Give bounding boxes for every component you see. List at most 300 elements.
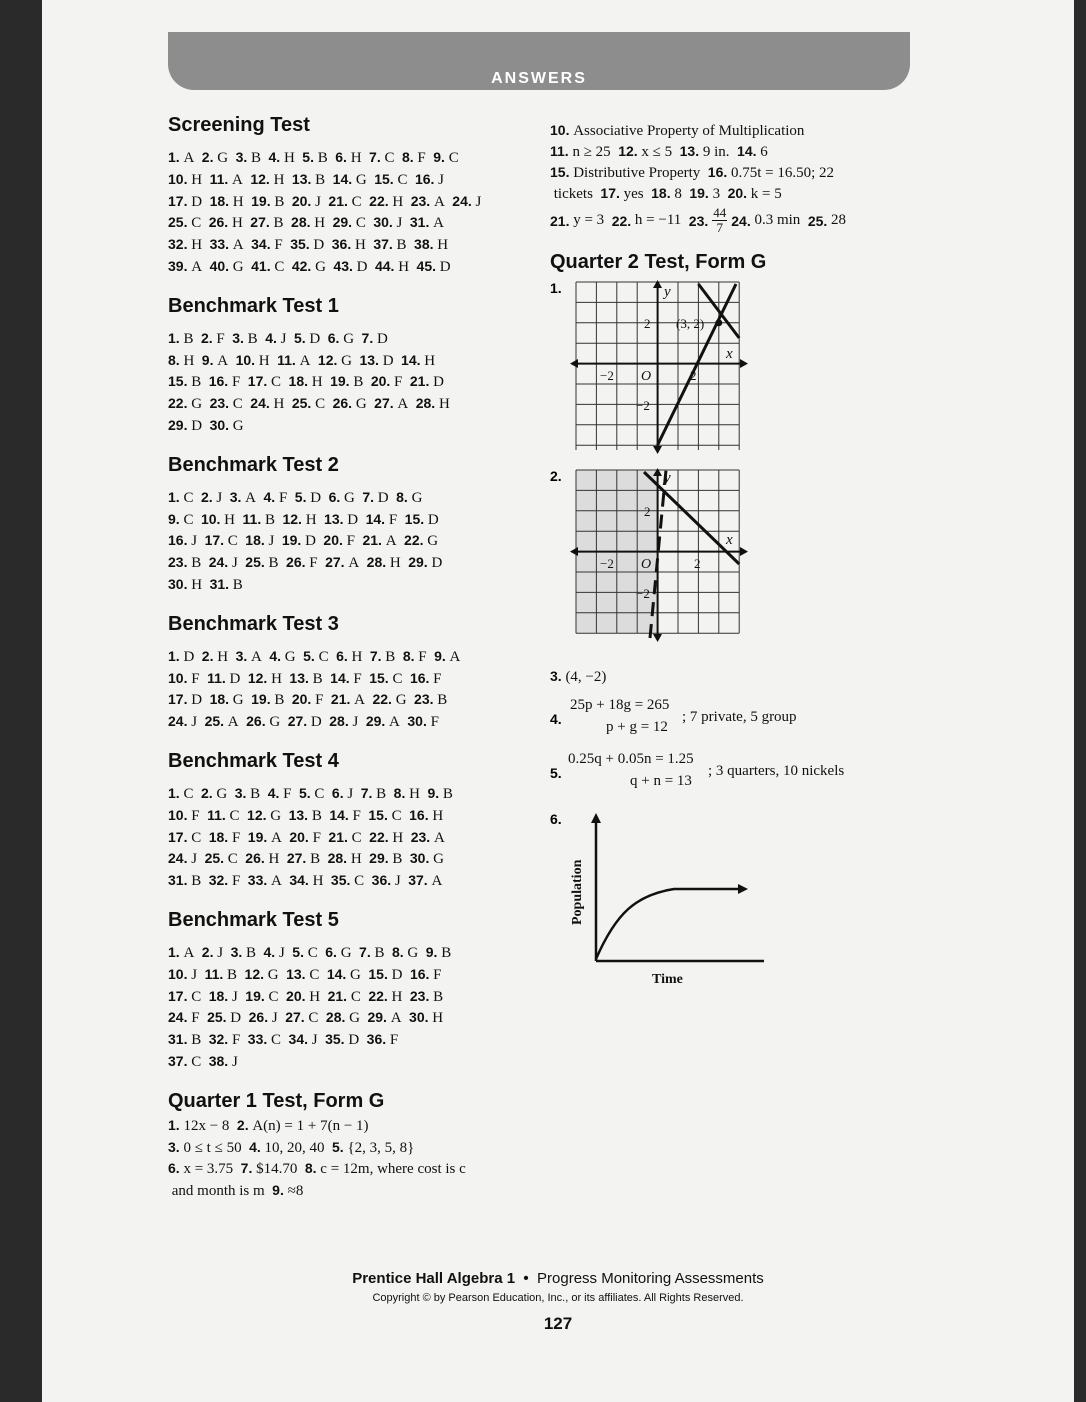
item-number: 41. <box>251 257 271 274</box>
item-number: 13. <box>289 669 309 686</box>
item-number: 43. <box>333 257 353 274</box>
answer-value: D <box>391 966 403 983</box>
answer-value: 10, 20, 40 <box>264 1139 325 1156</box>
answer-value: B <box>433 988 444 1005</box>
answer-value: B <box>250 785 261 802</box>
item-number: 22. <box>369 192 389 209</box>
item-number: 9. <box>434 647 446 664</box>
answer-value: F <box>231 1032 241 1049</box>
answer-value: H <box>424 352 436 369</box>
item-number: 14. <box>365 510 386 527</box>
answer-value: C <box>354 873 365 890</box>
answer-value: F <box>389 1032 399 1049</box>
item-number: 29. <box>332 214 353 231</box>
answer-value: F <box>216 330 225 347</box>
answer-text: (4, −2) <box>565 669 607 685</box>
item-number: 9. <box>201 351 214 368</box>
answer-line <box>168 509 538 531</box>
answer-value: D <box>313 237 325 254</box>
tick-label-x-2: −2 <box>600 368 614 383</box>
q2-item-1 <box>550 280 920 456</box>
answer-line <box>168 711 538 733</box>
item-number: 25. <box>204 713 225 730</box>
answer-value: B <box>273 215 284 232</box>
item-number: 36. <box>371 872 392 889</box>
y-axis-arrow <box>591 813 601 823</box>
item-number: 18. <box>208 987 229 1004</box>
equation-2: q + n = 13 <box>630 773 692 789</box>
answer-value: A <box>433 829 445 846</box>
answer-value: Associative Property of Multiplication <box>573 123 805 139</box>
item-number: 27. <box>285 1009 305 1026</box>
item-number: 18. <box>651 185 671 201</box>
growth-curve <box>596 889 742 959</box>
item-number: 18. <box>209 691 230 708</box>
item-number: 7. <box>359 943 371 960</box>
answer-value: G <box>395 692 407 709</box>
answer-value: C <box>397 171 408 188</box>
answer-value: and month is m <box>171 1183 265 1200</box>
answer-line <box>168 350 538 372</box>
answer-value: J <box>352 714 359 731</box>
answer-value: B <box>268 555 279 572</box>
answer-value: B <box>353 374 364 391</box>
item-number: 11. <box>207 806 226 823</box>
item-number: 45. <box>416 257 437 274</box>
item-number: 4. <box>263 943 276 960</box>
answer-value: D <box>191 692 203 709</box>
answer-value: G <box>350 966 361 983</box>
item-number: 27. <box>287 713 308 730</box>
answer-value: B <box>191 555 202 572</box>
item-number: 37. <box>408 872 428 889</box>
tick-label-x2: 2 <box>690 368 697 383</box>
answer-line <box>168 1029 538 1051</box>
item-number: 40. <box>209 257 230 274</box>
answer-page <box>42 0 1074 1402</box>
item-number: 2. <box>201 647 214 664</box>
answer-value: D <box>309 330 321 347</box>
answer-value: G <box>411 489 423 506</box>
solution-text: ; 7 private, 5 group <box>682 709 797 725</box>
answer-value: F <box>418 648 427 665</box>
answer-line <box>168 487 538 509</box>
item-number: 9. <box>425 943 438 960</box>
answer-value: J <box>191 714 198 731</box>
item-number: 12. <box>618 143 638 159</box>
answer-value: F <box>312 829 321 846</box>
section-title: Screening Test <box>168 114 310 136</box>
answer-value: D <box>382 352 394 369</box>
item-number: 1. <box>168 149 180 165</box>
answer-value: C <box>391 807 402 824</box>
quarter2-heading: Quarter 2 Test, Form G <box>550 251 767 273</box>
item-number: 15. <box>550 164 570 180</box>
answer-value: H <box>437 237 449 254</box>
item-number: 17. <box>168 691 188 708</box>
answer-value: A <box>449 648 461 665</box>
item-number: 6. <box>168 1160 180 1177</box>
answer-value: G <box>355 171 367 188</box>
answer-value: F <box>278 489 288 506</box>
answer-value: J <box>438 171 445 188</box>
x-axis-label: Time <box>652 972 683 987</box>
answer-value: D <box>183 648 195 665</box>
answer-value: J <box>217 944 224 961</box>
answer-value: A <box>183 944 195 961</box>
answer-value: H <box>392 829 404 846</box>
answer-text: 28 <box>831 212 847 228</box>
answer-value: J <box>191 851 198 868</box>
section-title: Benchmark Test 1 <box>168 294 339 317</box>
item-number: 34. <box>289 872 309 889</box>
item-number: 18. <box>208 828 229 845</box>
answer-value: J <box>271 1010 278 1027</box>
item-number: 29. <box>369 850 389 867</box>
item-number: 1. <box>168 1116 180 1133</box>
answer-value: C <box>271 374 282 391</box>
item-number: 2. <box>200 784 213 801</box>
item-number: 9. <box>272 1182 284 1199</box>
item-number: 21. <box>327 987 348 1004</box>
answer-value: G <box>269 714 281 731</box>
item-number: 7. <box>362 488 375 505</box>
tick-label-y2: 2 <box>644 316 651 331</box>
q2-item-3 <box>550 666 920 687</box>
item-number: 3. <box>550 668 562 684</box>
item-number: 17. <box>168 987 188 1004</box>
answer-value: tickets <box>553 186 593 202</box>
item-number: 24. <box>168 850 188 867</box>
answer-value: H <box>311 374 323 391</box>
answer-line <box>168 986 538 1008</box>
x-axis-arrow-left <box>570 547 578 556</box>
section-title: Benchmark Test 4 <box>168 749 339 772</box>
banner-title: ANSWERS <box>491 70 587 87</box>
answer-value: C <box>307 944 318 961</box>
item-number: 44. <box>374 257 395 274</box>
answer-value: F <box>231 873 241 890</box>
item-number: 6. <box>325 943 337 960</box>
item-number: 19. <box>247 828 268 845</box>
item-number: 32. <box>208 1031 229 1048</box>
right-column <box>550 120 920 991</box>
item-number: 4. <box>550 711 562 727</box>
test-section <box>168 1090 538 1202</box>
item-number: 21. <box>328 192 348 209</box>
item-number: 17. <box>247 373 268 390</box>
item-number: 1. <box>168 329 180 346</box>
answer-value: A <box>354 692 365 709</box>
answer-line <box>168 256 538 278</box>
item-number: 21. <box>550 212 570 229</box>
answer-value: F <box>191 670 200 687</box>
item-number: 24. <box>452 192 472 209</box>
item-number: 10. <box>168 965 188 982</box>
answer-value: D <box>348 1032 360 1049</box>
item-number: 20. <box>291 691 312 708</box>
item-number: 22. <box>369 828 389 845</box>
item-number: 29. <box>365 713 386 730</box>
answer-value: A <box>433 215 444 232</box>
item-number: 1. <box>168 488 180 505</box>
answer-line <box>168 1137 538 1159</box>
answer-value: D <box>310 489 322 506</box>
item-number: 19. <box>689 185 709 201</box>
item-number: 25. <box>207 1009 227 1026</box>
answer-value: C <box>308 1010 319 1027</box>
answer-value: C <box>191 829 202 846</box>
tick-label-x-2: −2 <box>600 556 614 571</box>
graph-1 <box>568 280 758 456</box>
answer-value: B <box>183 330 194 347</box>
item-number: 20. <box>286 987 306 1004</box>
answer-value: C <box>227 533 238 550</box>
answer-value: A <box>245 489 257 506</box>
answer-value: H <box>273 396 285 413</box>
answer-value: C <box>384 150 395 166</box>
answer-value: F <box>191 807 200 824</box>
item-number: 12. <box>317 351 338 368</box>
answer-line <box>168 870 538 892</box>
item-number: 22. <box>611 212 632 229</box>
item-number: 27. <box>250 214 270 231</box>
item-number: 15. <box>168 373 188 390</box>
answer-line <box>168 848 538 870</box>
item-number: 2. <box>200 488 213 505</box>
answer-value: C <box>227 851 238 868</box>
answer-value: F <box>430 714 439 731</box>
answer-value: A <box>299 352 311 369</box>
answer-value: C <box>318 648 329 665</box>
item-number: 21. <box>328 828 348 845</box>
answer-value: C <box>191 215 202 232</box>
answer-value: G <box>191 396 203 413</box>
answer-value: A <box>232 171 243 188</box>
answer-value: H <box>351 648 363 665</box>
item-number: 30. <box>209 416 230 433</box>
answer-value: D <box>191 193 203 210</box>
item-number: 25. <box>807 212 828 229</box>
answer-text: h = −11 <box>634 212 682 228</box>
answer-value: {2, 3, 5, 8} <box>347 1139 415 1156</box>
item-number: 17. <box>168 192 188 209</box>
item-number: 13. <box>286 965 306 982</box>
item-number: 24. <box>731 212 751 229</box>
answer-value: H <box>283 150 295 166</box>
answer-line <box>168 1180 538 1202</box>
answer-value: G <box>349 1010 360 1027</box>
item-number: 22. <box>372 691 392 708</box>
item-number: 6. <box>331 784 344 801</box>
item-number: 14. <box>330 669 350 686</box>
item-number: 11. <box>204 965 224 982</box>
item-number: 28. <box>327 850 348 867</box>
answer-value: H <box>191 237 203 254</box>
answer-value: B <box>441 944 452 961</box>
answer-value: D <box>377 489 389 506</box>
answer-value: J <box>268 533 275 550</box>
answer-value: G <box>407 944 419 961</box>
answer-value: 12x − 8 <box>183 1117 230 1134</box>
answer-line <box>168 646 538 668</box>
answer-value: J <box>315 193 321 210</box>
answer-line-21-25 <box>550 206 920 235</box>
item-number: 28. <box>366 554 387 571</box>
item-number: 1. <box>168 647 180 664</box>
answer-line <box>168 805 538 827</box>
item-number: 15. <box>404 510 425 527</box>
answer-value: A <box>389 714 400 731</box>
answer-value: B <box>310 851 321 868</box>
answer-line <box>168 1051 538 1073</box>
answer-value: H <box>191 171 203 188</box>
item-number: 16. <box>409 965 430 982</box>
answer-value: H <box>350 150 362 166</box>
tick-label-x2: 2 <box>694 556 701 571</box>
answer-value: B <box>247 330 258 347</box>
answer-value: D <box>431 555 443 572</box>
answer-value: B <box>227 966 238 983</box>
answer-value: 6 <box>760 144 768 160</box>
footer-bullet: • <box>523 1270 529 1287</box>
answer-value: yes <box>623 186 644 202</box>
page-number: 127 <box>543 1314 573 1333</box>
answer-value: B <box>317 150 328 166</box>
item-number: 33. <box>209 236 230 253</box>
answer-value: B <box>376 785 387 802</box>
item-number: 16. <box>707 164 728 180</box>
answer-value: H <box>273 171 285 188</box>
item-number: 35. <box>325 1031 345 1048</box>
x-axis-label: x <box>726 532 733 548</box>
answer-value: H <box>268 851 280 868</box>
item-number: 10. <box>235 351 256 368</box>
item-number: 19. <box>251 691 271 708</box>
item-number: 14. <box>329 806 349 823</box>
answer-value: C <box>268 988 279 1005</box>
answer-value: B <box>246 944 257 961</box>
item-number: 15. <box>368 965 388 982</box>
answer-value: H <box>398 258 410 275</box>
answer-value: H <box>309 988 321 1005</box>
answer-value: G <box>270 807 282 824</box>
origin-label: O <box>641 557 652 572</box>
test-section <box>168 750 538 892</box>
item-number: 31. <box>168 872 188 889</box>
answer-value: J <box>216 489 223 506</box>
answer-value: B <box>191 873 202 890</box>
item-number: 33. <box>247 872 268 889</box>
answer-line <box>168 668 538 690</box>
item-number: 8. <box>402 647 415 664</box>
answer-value: A <box>390 1010 402 1027</box>
answer-value: D <box>347 511 359 528</box>
item-number: 25. <box>204 850 225 867</box>
answer-value: H <box>350 851 362 868</box>
answer-line <box>168 1007 538 1029</box>
answer-value: B <box>374 944 385 961</box>
item-number: 26. <box>332 395 353 412</box>
origin-label: O <box>641 369 652 384</box>
item-number: 22. <box>168 395 188 412</box>
x-axis-arrow <box>740 359 748 368</box>
answer-value: G <box>284 648 296 665</box>
answer-value: 0.75t = 16.50; 22 <box>731 165 835 181</box>
answer-line <box>168 942 538 964</box>
answer-value: D <box>356 258 368 275</box>
x-axis-label: x <box>726 346 733 362</box>
item-number: 39. <box>168 257 188 274</box>
item-number: 23. <box>209 395 230 412</box>
answer-value: D <box>433 374 444 391</box>
answer-value: J <box>475 193 482 210</box>
answer-text: 0.3 min <box>754 212 801 228</box>
answer-value: B <box>385 648 396 665</box>
item-number: 5. <box>550 765 562 781</box>
item-number: 19. <box>330 373 350 390</box>
item-number: 6. <box>327 329 340 346</box>
answer-value: C <box>232 396 243 413</box>
item-number: 20. <box>291 192 312 209</box>
solution-text: ; 3 quarters, 10 nickels <box>708 763 845 779</box>
item-number: 3. <box>235 647 248 664</box>
answer-line <box>168 783 538 805</box>
item-number: 29. <box>367 1009 387 1026</box>
answer-value: H <box>432 1010 444 1027</box>
answer-value: C <box>351 193 362 210</box>
equation-2: p + g = 12 <box>606 719 668 735</box>
answer-value: A <box>227 714 239 731</box>
item-number: 23. <box>410 192 431 209</box>
answer-value: G <box>232 417 244 434</box>
item-number: 4. <box>265 329 277 346</box>
item-number: 29. <box>168 416 188 433</box>
item-number: 7. <box>360 784 373 801</box>
answer-value: H <box>432 807 444 824</box>
item-number: 20. <box>370 373 391 390</box>
answer-value: C <box>191 1053 202 1070</box>
item-number: 2. <box>201 943 214 960</box>
answer-value: Distributive Property <box>573 165 701 181</box>
item-number: 1. <box>168 943 180 960</box>
item-number: 24. <box>168 1009 188 1026</box>
item-number: 17. <box>204 532 225 549</box>
item-number: 3. <box>232 329 244 346</box>
answer-value: H <box>391 988 403 1005</box>
answer-value: G <box>232 258 244 275</box>
footer-title <box>42 1270 1074 1287</box>
item-number: 12. <box>250 170 270 187</box>
answer-value: B <box>437 692 448 709</box>
item-number: 26. <box>245 850 265 867</box>
item-number: 15. <box>369 669 389 686</box>
answer-value: J <box>191 966 198 983</box>
book-title: Prentice Hall Algebra 1 <box>352 1270 516 1287</box>
answer-value: A <box>348 555 360 572</box>
answer-value: G <box>315 258 326 275</box>
answer-line <box>168 393 538 415</box>
item-number: 38. <box>208 1052 229 1069</box>
item-number: 30. <box>409 850 430 867</box>
item-number: 30. <box>407 713 427 730</box>
answers-banner <box>168 32 910 90</box>
equation-1: 25p + 18g = 265 <box>570 697 670 713</box>
item-number: 18. <box>288 373 308 390</box>
item-number: 28. <box>325 1009 346 1026</box>
y-axis-label: y <box>664 470 671 486</box>
item-number: 16. <box>414 170 435 187</box>
